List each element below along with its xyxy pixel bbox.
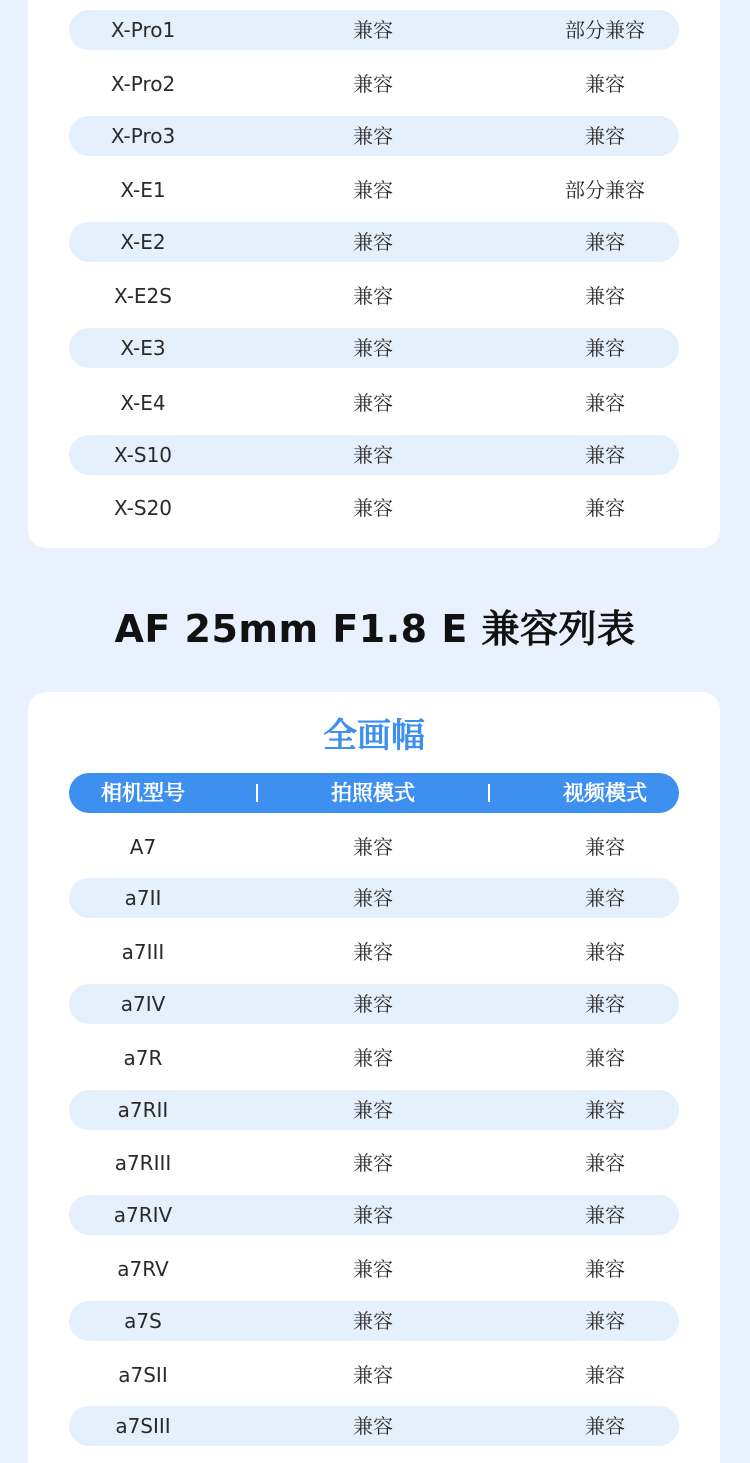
photo-mode-cell: 兼容	[353, 1151, 393, 1175]
table-row	[69, 1143, 679, 1183]
camera-model-cell: a7IV	[120, 992, 166, 1016]
table-row	[69, 116, 679, 156]
video-mode-cell: 部分兼容	[565, 178, 645, 202]
photo-mode-cell: 兼容	[353, 391, 393, 415]
photo-mode-cell: 兼容	[353, 443, 393, 467]
table-row	[69, 1038, 679, 1078]
camera-model-cell: a7RIV	[113, 1203, 173, 1227]
photo-mode-cell: 兼容	[353, 992, 393, 1016]
photo-mode-cell: 兼容	[353, 940, 393, 964]
camera-model-cell: X-E1	[120, 178, 166, 202]
photo-mode-cell: 兼容	[353, 1046, 393, 1070]
camera-model-cell: X-S10	[113, 443, 173, 467]
video-mode-cell: 兼容	[585, 1046, 625, 1070]
video-mode-cell: 部分兼容	[565, 18, 645, 42]
table-header	[69, 773, 679, 813]
photo-mode-cell: 兼容	[353, 72, 393, 96]
camera-model-cell: a7SII	[118, 1363, 168, 1387]
photo-mode-cell: 兼容	[353, 1414, 393, 1438]
video-mode-cell: 兼容	[585, 1363, 625, 1387]
video-mode-cell: 兼容	[585, 1309, 625, 1333]
table-row	[69, 435, 679, 475]
table-row	[69, 1301, 679, 1341]
table-row	[69, 984, 679, 1024]
video-mode-cell: 兼容	[585, 443, 625, 467]
video-mode-cell: 兼容	[585, 230, 625, 254]
table-row	[69, 10, 679, 50]
photo-mode-cell: 兼容	[353, 18, 393, 42]
photo-mode-cell: 兼容	[353, 496, 393, 520]
header-photo-mode: 拍照模式	[331, 781, 415, 805]
table-row	[69, 932, 679, 972]
table-row	[69, 1355, 679, 1395]
camera-model-cell: X-E3	[120, 336, 166, 360]
header-video-mode: 视频模式	[563, 781, 647, 805]
photo-mode-cell: 兼容	[353, 1203, 393, 1227]
table-row	[69, 1249, 679, 1289]
video-mode-cell: 兼容	[585, 1414, 625, 1438]
video-mode-cell: 兼容	[585, 835, 625, 859]
table-row	[69, 64, 679, 104]
photo-mode-cell: 兼容	[353, 1257, 393, 1281]
photo-mode-cell: 兼容	[353, 284, 393, 308]
full-frame-subhead: 全画幅	[323, 716, 425, 756]
table-row	[69, 328, 679, 368]
photo-mode-cell: 兼容	[353, 336, 393, 360]
camera-model-cell: X-Pro1	[110, 18, 176, 42]
video-mode-cell: 兼容	[585, 284, 625, 308]
camera-model-cell: a7RIII	[114, 1151, 172, 1175]
video-mode-cell: 兼容	[585, 1151, 625, 1175]
camera-model-cell: X-E4	[120, 391, 166, 415]
camera-model-cell: X-Pro2	[110, 72, 176, 96]
video-mode-cell: 兼容	[585, 940, 625, 964]
camera-model-cell: a7II	[124, 886, 162, 910]
camera-model-cell: X-Pro3	[110, 124, 176, 148]
photo-mode-cell: 兼容	[353, 124, 393, 148]
video-mode-cell: 兼容	[585, 124, 625, 148]
photo-mode-cell: 兼容	[353, 1309, 393, 1333]
table-row	[69, 1090, 679, 1130]
video-mode-cell: 兼容	[585, 1257, 625, 1281]
photo-mode-cell: 兼容	[353, 886, 393, 910]
table-row	[69, 383, 679, 423]
camera-model-cell: a7RII	[117, 1098, 169, 1122]
compat-card-full-frame	[28, 692, 720, 1463]
camera-model-cell: X-S20	[113, 496, 173, 520]
table-row	[69, 170, 679, 210]
camera-model-cell: X-E2S	[114, 284, 172, 308]
camera-model-cell: X-E2	[120, 230, 166, 254]
table-row	[69, 276, 679, 316]
video-mode-cell: 兼容	[585, 992, 625, 1016]
camera-model-cell: a7SIII	[115, 1414, 171, 1438]
photo-mode-cell: 兼容	[353, 230, 393, 254]
camera-model-cell: a7III	[121, 940, 165, 964]
camera-model-cell: a7R	[123, 1046, 163, 1070]
video-mode-cell: 兼容	[585, 496, 625, 520]
video-mode-cell: 兼容	[585, 886, 625, 910]
camera-model-cell: A7	[129, 835, 157, 859]
section-title: AF 25mm F1.8 E 兼容列表	[114, 607, 636, 651]
compat-card-top	[28, 0, 720, 548]
photo-mode-cell: 兼容	[353, 1098, 393, 1122]
camera-model-cell: a7RV	[117, 1257, 169, 1281]
header-camera-model: 相机型号	[101, 781, 185, 805]
photo-mode-cell: 兼容	[353, 835, 393, 859]
table-row	[69, 878, 679, 918]
header-divider	[488, 784, 490, 802]
photo-mode-cell: 兼容	[353, 178, 393, 202]
video-mode-cell: 兼容	[585, 72, 625, 96]
table-row	[69, 222, 679, 262]
video-mode-cell: 兼容	[585, 336, 625, 360]
photo-mode-cell: 兼容	[353, 1363, 393, 1387]
video-mode-cell: 兼容	[585, 1098, 625, 1122]
table-row	[69, 827, 679, 867]
table-row	[69, 1195, 679, 1235]
video-mode-cell: 兼容	[585, 391, 625, 415]
video-mode-cell: 兼容	[585, 1203, 625, 1227]
camera-model-cell: a7S	[124, 1309, 162, 1333]
table-row	[69, 488, 679, 528]
table-row	[69, 1406, 679, 1446]
